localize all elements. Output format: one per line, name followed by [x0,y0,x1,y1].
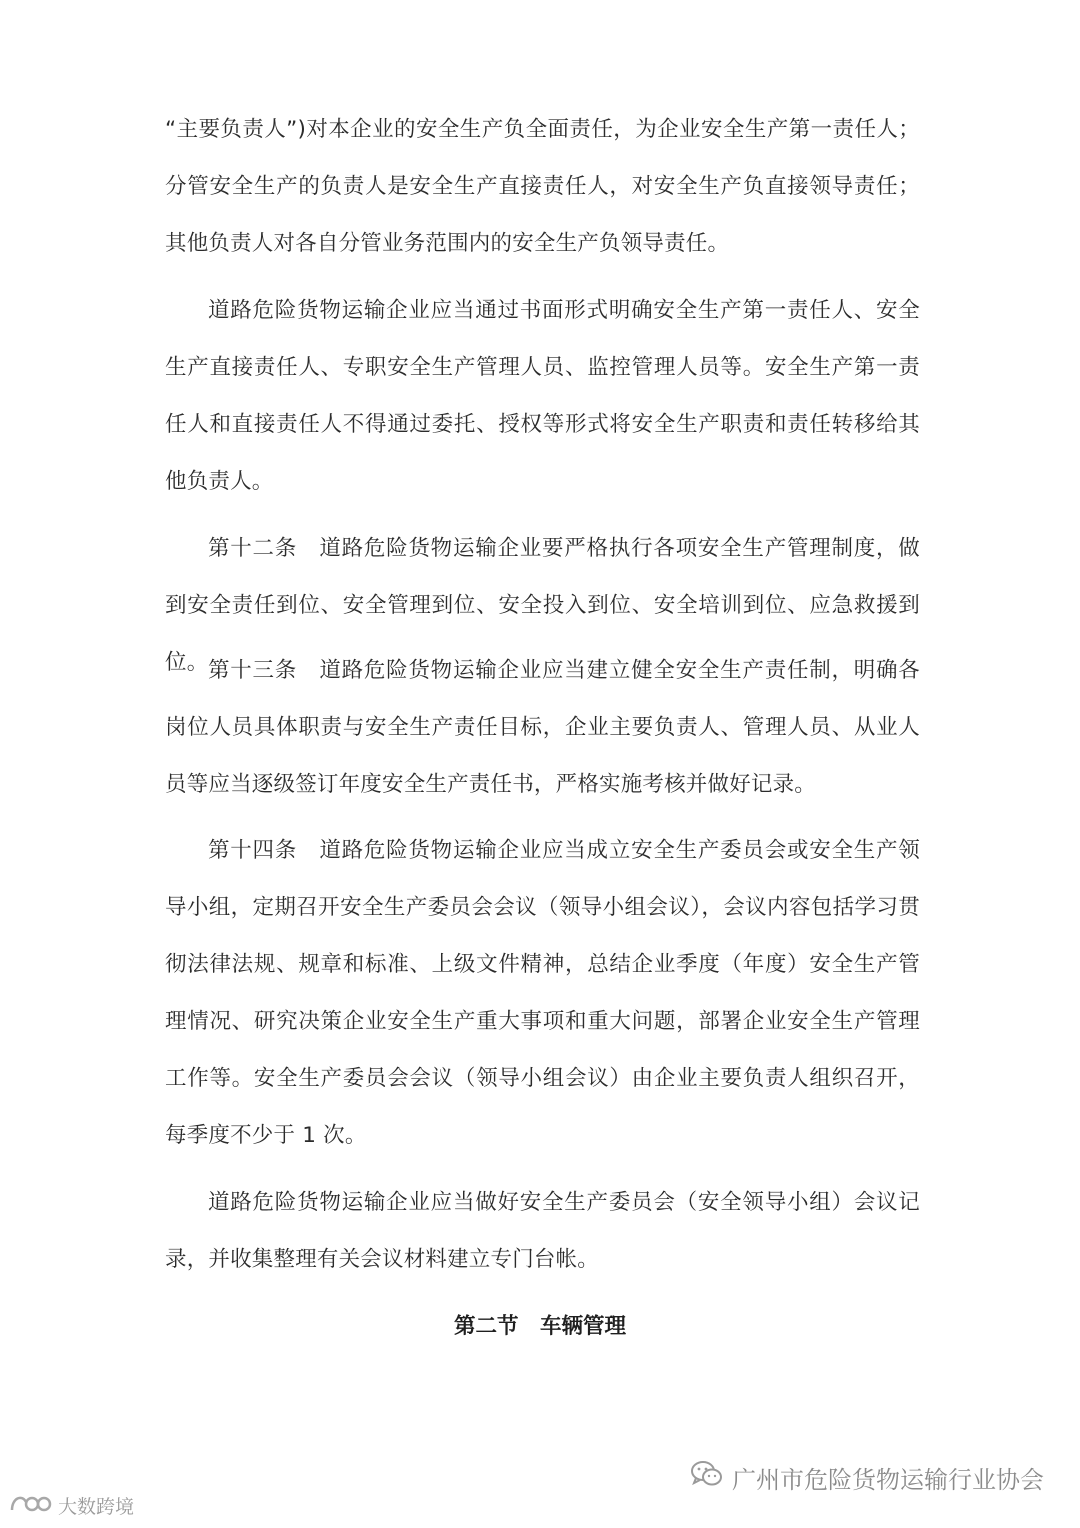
corner-brand-name: 大数跨境 [58,1495,135,1518]
paragraph-article-14: 第十四条 道路危险货物运输企业应当成立安全生产委员会或安全生产领导小组，定期召开安全生产委员会会议（领导小组会议），会议内容包括学习贯彻法律法规、规章和标准、上级文件精神，总结企业季度（年度）安全生产管理情况、研究决策企业安全生产重大事项和重大问题，部署企业安全生产管理工作等。安全生产委员会会议（领导小组会议）由企业主要负责人组织召开，每季度不少于 1 次。 [165,838,920,1148]
paragraph-1: “主要负责人”)对本企业的安全生产负全面责任，为企业安全生产第一责任人；分管安全生产的负责人是安全生产直接责任人，对安全生产负直接领导责任；其他负责人对各自分管业务范围内的安全生产负领导责任。 [165,117,920,256]
paragraph-article-13: 第十三条 道路危险货物运输企业应当建立健全安全生产责任制，明确各岗位人员具体职责与安全生产责任目标，企业主要负责人、管理人员、从业人员等应当逐级签订年度安全生产责任书，严格实施考核并做好记录。 [165,658,920,797]
paragraph-2: 道路危险货物运输企业应当通过书面形式明确安全生产第一责任人、安全生产直接责任人、专职安全生产管理人员、监控管理人员等。安全生产第一责任人和直接责任人不得通过委托、授权等形式将安全生产职责和责任转移给其他负责人。 [165,298,920,494]
brand-logo-icon [8,1490,52,1521]
wechat-watermark [690,1455,1044,1499]
wechat-icon [690,1459,724,1495]
section-heading: 第二节 车辆管理 [453,1314,626,1339]
paragraph-meeting-records: 道路危险货物运输企业应当做好安全生产委员会（安全领导小组）会议记录，并收集整理有关会议材料建立专门台帐。 [165,1190,920,1272]
corner-watermark [8,1489,134,1521]
paragraph-article-12: 第十二条 道路危险货物运输企业要严格执行各项安全生产管理制度，做到安全责任到位、安全管理到位、安全投入到位、安全培训到位、应急救援到位。 [165,536,920,675]
wechat-account-name: 广州市危险货物运输行业协会 [732,1465,1044,1494]
